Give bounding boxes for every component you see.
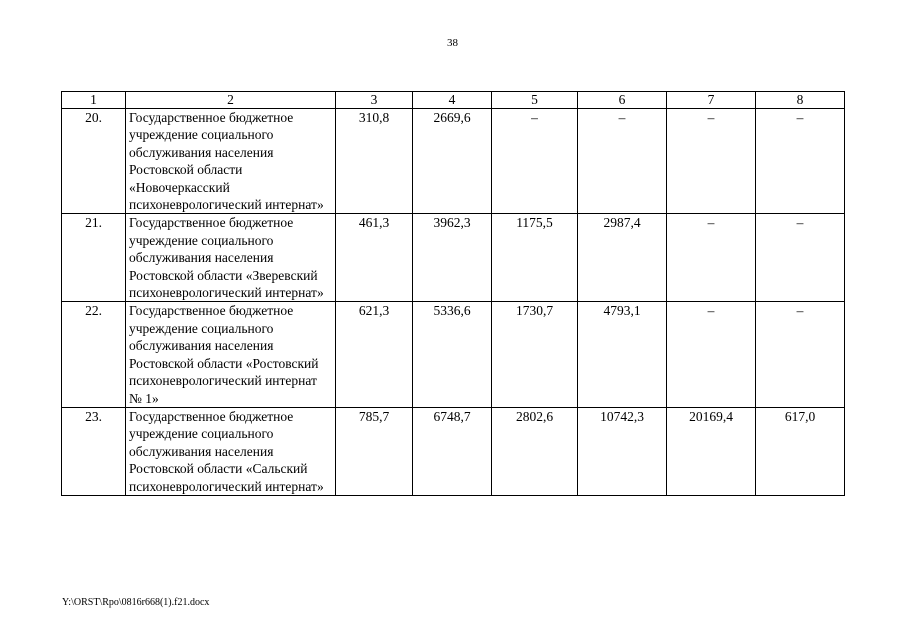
column-header: 3 [336,92,413,109]
value-col8: – [756,214,845,302]
value-col4: 5336,6 [413,302,492,407]
value-col8: 617,0 [756,407,845,495]
column-header: 1 [62,92,126,109]
value-col6: 2987,4 [578,214,667,302]
value-col6: – [578,109,667,214]
column-header: 7 [667,92,756,109]
value-col8: – [756,109,845,214]
institution-name: Государственное бюджетное учреждение социального обслуживания населения Ростовской области «Зверевский психоневрологический интернат» [126,214,336,302]
value-col5: – [492,109,578,214]
row-number: 21. [62,214,126,302]
column-header: 2 [126,92,336,109]
value-col8: – [756,302,845,407]
value-col7: – [667,302,756,407]
value-col5: 2802,6 [492,407,578,495]
value-col4: 6748,7 [413,407,492,495]
row-number: 22. [62,302,126,407]
value-col3: 621,3 [336,302,413,407]
value-col3: 310,8 [336,109,413,214]
institution-name: Государственное бюджетное учреждение социального обслуживания населения Ростовской области «Новочеркасский психоневрологический интернат» [126,109,336,214]
table-header-row [62,92,845,109]
institution-name: Государственное бюджетное учреждение социального обслуживания населения Ростовской области «Ростовский психоневрологический интернат № 1» [126,302,336,407]
value-col3: 785,7 [336,407,413,495]
row-number: 20. [62,109,126,214]
value-col6: 10742,3 [578,407,667,495]
value-col7: – [667,109,756,214]
value-col5: 1175,5 [492,214,578,302]
value-col4: 2669,6 [413,109,492,214]
row-number: 23. [62,407,126,495]
value-col5: 1730,7 [492,302,578,407]
institution-name: Государственное бюджетное учреждение социального обслуживания населения Ростовской области «Сальский психоневрологический интернат» [126,407,336,495]
value-col3: 461,3 [336,214,413,302]
table-row [62,302,845,407]
value-col7: – [667,214,756,302]
page-number: 38 [447,37,458,49]
value-col4: 3962,3 [413,214,492,302]
column-header: 8 [756,92,845,109]
column-header: 6 [578,92,667,109]
table-row [62,214,845,302]
value-col7: 20169,4 [667,407,756,495]
column-header: 4 [413,92,492,109]
column-header: 5 [492,92,578,109]
footer-file-path: Y:\ORST\Rpo\0816r668(1).f21.docx [62,597,210,608]
table-row [62,407,845,495]
table-row [62,109,845,214]
data-table [61,91,845,496]
value-col6: 4793,1 [578,302,667,407]
